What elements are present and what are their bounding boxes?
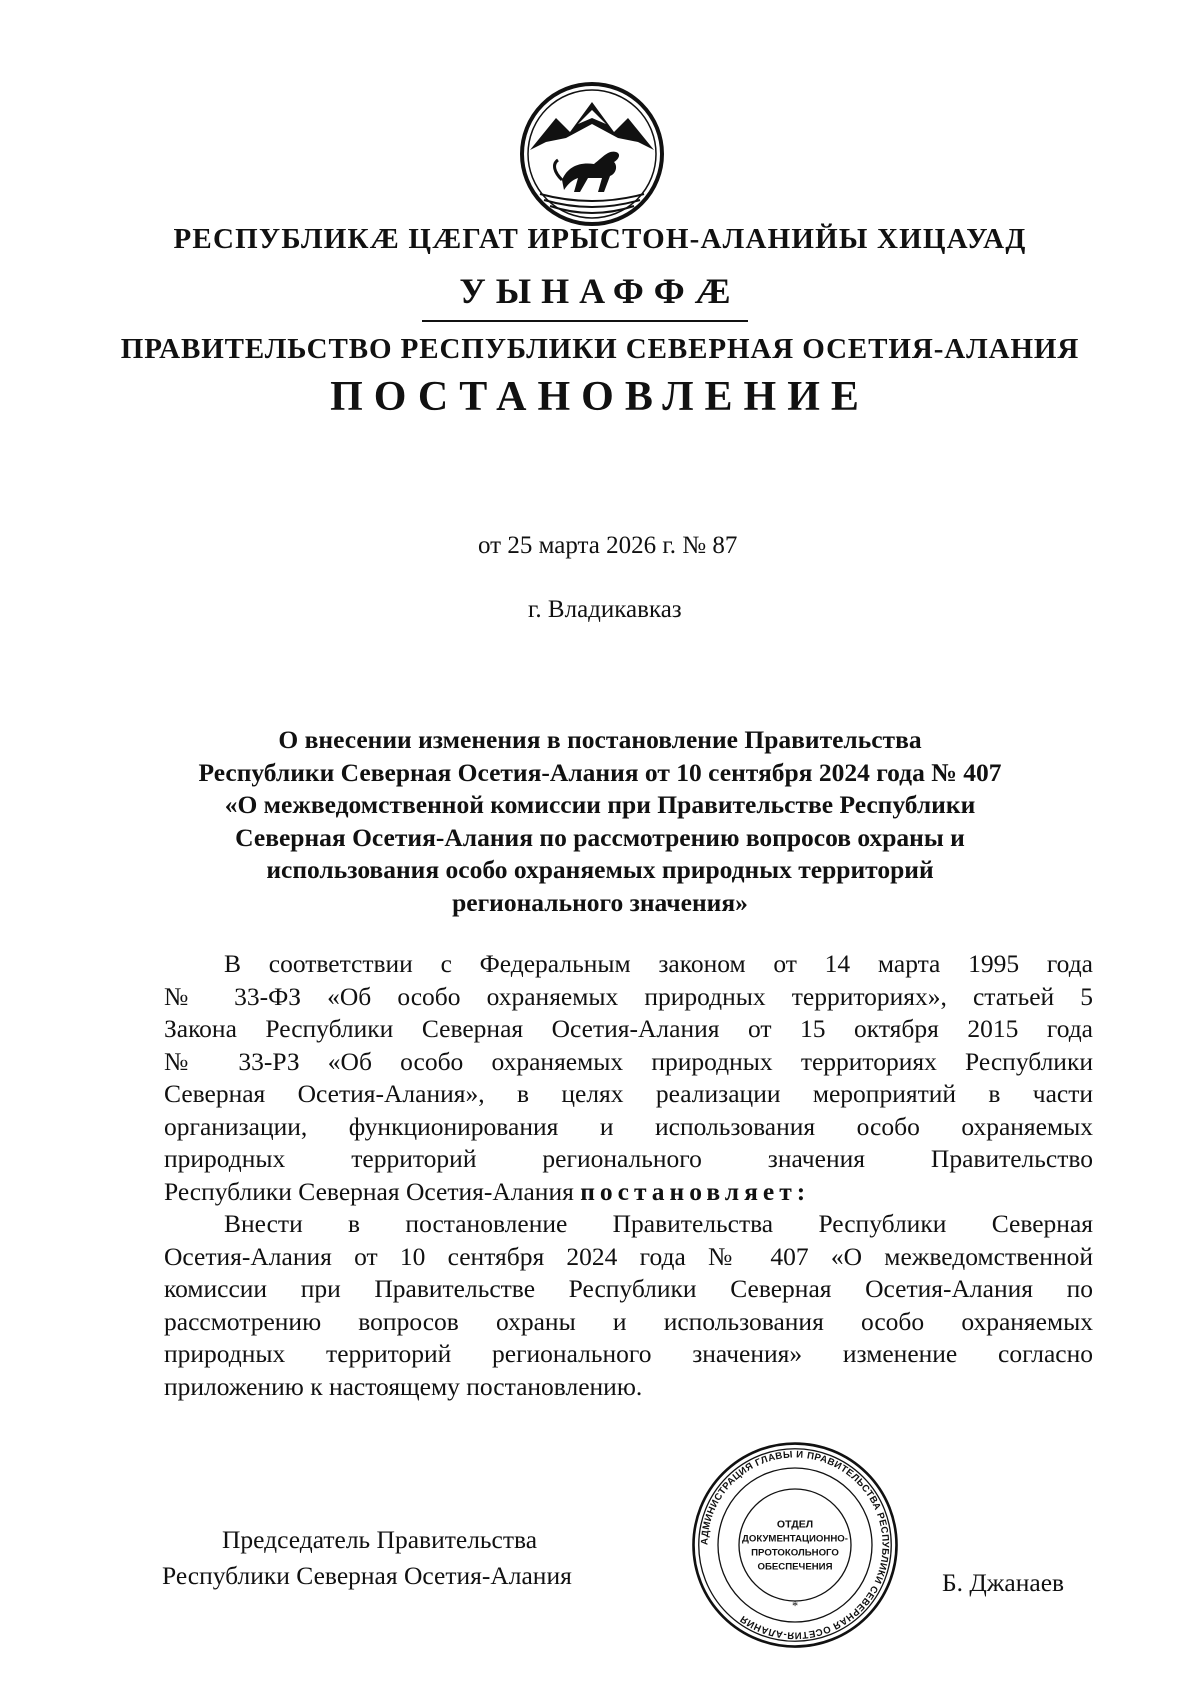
stamp-center-line: ДОКУМЕНТАЦИОННО- (742, 1533, 848, 1545)
russian-decree-heading: ПОСТАНОВЛЕНИЕ (330, 374, 870, 420)
title-line: Северная Осетия-Алания по рассмотрению вопросов охраны и (235, 822, 965, 852)
body-line: природных территорий регионального значения Правительство (164, 1144, 1093, 1173)
decree-title (0, 724, 1200, 919)
body-line: № 33-ФЗ «Об особо охраняемых природных территориях», статьей 5 (164, 981, 1093, 1011)
svg-text:*: * (791, 1598, 799, 1613)
decree-city: г. Владикавказ (528, 596, 682, 623)
decree-body (164, 948, 1093, 1403)
russian-government-heading: ПРАВИТЕЛЬСТВО РЕСПУБЛИКИ СЕВЕРНАЯ ОСЕТИЯ-АЛАНИЯ (120, 333, 1080, 365)
title-line: регионального значения» (452, 887, 748, 917)
ossetian-decree-heading: УЫНАФФӔ (459, 271, 741, 311)
decree-date-number: от 25 марта 2026 г. № 87 (478, 532, 738, 559)
body-line: организации, функционирования и использования особо охраняемых (164, 1111, 1093, 1141)
coat-of-arms-emblem (518, 80, 666, 228)
stamp-outer-text: АДМИНИСТРАЦИЯ ГЛАВЫ И ПРАВИТЕЛЬСТВА РЕСПУБЛИКИ СЕВЕРНАЯ ОСЕТИЯ-АЛАНИЯ (699, 1449, 891, 1641)
body-line: Осетия-Алания от 10 сентября 2024 года № 407 «О межведомственной (164, 1241, 1093, 1271)
body-line: природных территорий регионального значения» изменение согласно (164, 1339, 1093, 1368)
ossetian-government-heading: РЕСПУБЛИКӔ ЦӔГАТ ИРЫСТОН-АЛАНИЙЫ ХИЦАУАД (173, 223, 1027, 255)
stamp-center-line: ОТДЕЛ (776, 1518, 814, 1531)
title-line: «О межведомственной комиссии при Правительстве Республики (224, 790, 976, 819)
body-line: Северная Осетия-Алания», в целях реализации мероприятий в части (164, 1079, 1093, 1108)
body-line: В соответствии с Федеральным законом от 14 марта 1995 года (224, 949, 1093, 978)
resolves-word: постановляет: (580, 1176, 811, 1206)
heading-divider (422, 320, 748, 322)
body-line: Внести в постановление Правительства Республики Северная (224, 1209, 1093, 1238)
stamp-center-line: ОБЕСПЕЧЕНИЯ (757, 1561, 833, 1573)
title-line: использования особо охраняемых природных территорий (266, 855, 934, 884)
body-line: приложению к настоящему постановлению. (164, 1371, 643, 1401)
body-line: Закона Республики Северная Осетия-Алания от 15 октября 2015 года (164, 1014, 1093, 1043)
body-line: № 33-РЗ «Об особо охраняемых природных территориях Республики (164, 1046, 1093, 1076)
body-line: рассмотрению вопросов охраны и использования особо охраняемых (164, 1306, 1093, 1336)
title-line: Республики Северная Осетия-Алания от 10 сентября 2024 года № 407 (198, 757, 1002, 787)
signatory-position (162, 1522, 572, 1594)
signatory-name: Б. Джанаев (942, 1568, 1065, 1597)
official-stamp (690, 1440, 900, 1650)
position-line: Республики Северная Осетия-Алания (162, 1561, 572, 1590)
title-line: О внесении изменения в постановление Правительства (278, 725, 922, 754)
stamp-center-line: ПРОТОКОЛЬНОГО (751, 1547, 839, 1559)
body-line: Республики Северная Осетия-Алания постановляет: (164, 1176, 811, 1206)
position-line: Председатель Правительства (222, 1525, 538, 1554)
body-line: комиссии при Правительстве Республики Северная Осетия-Алания по (164, 1274, 1093, 1303)
